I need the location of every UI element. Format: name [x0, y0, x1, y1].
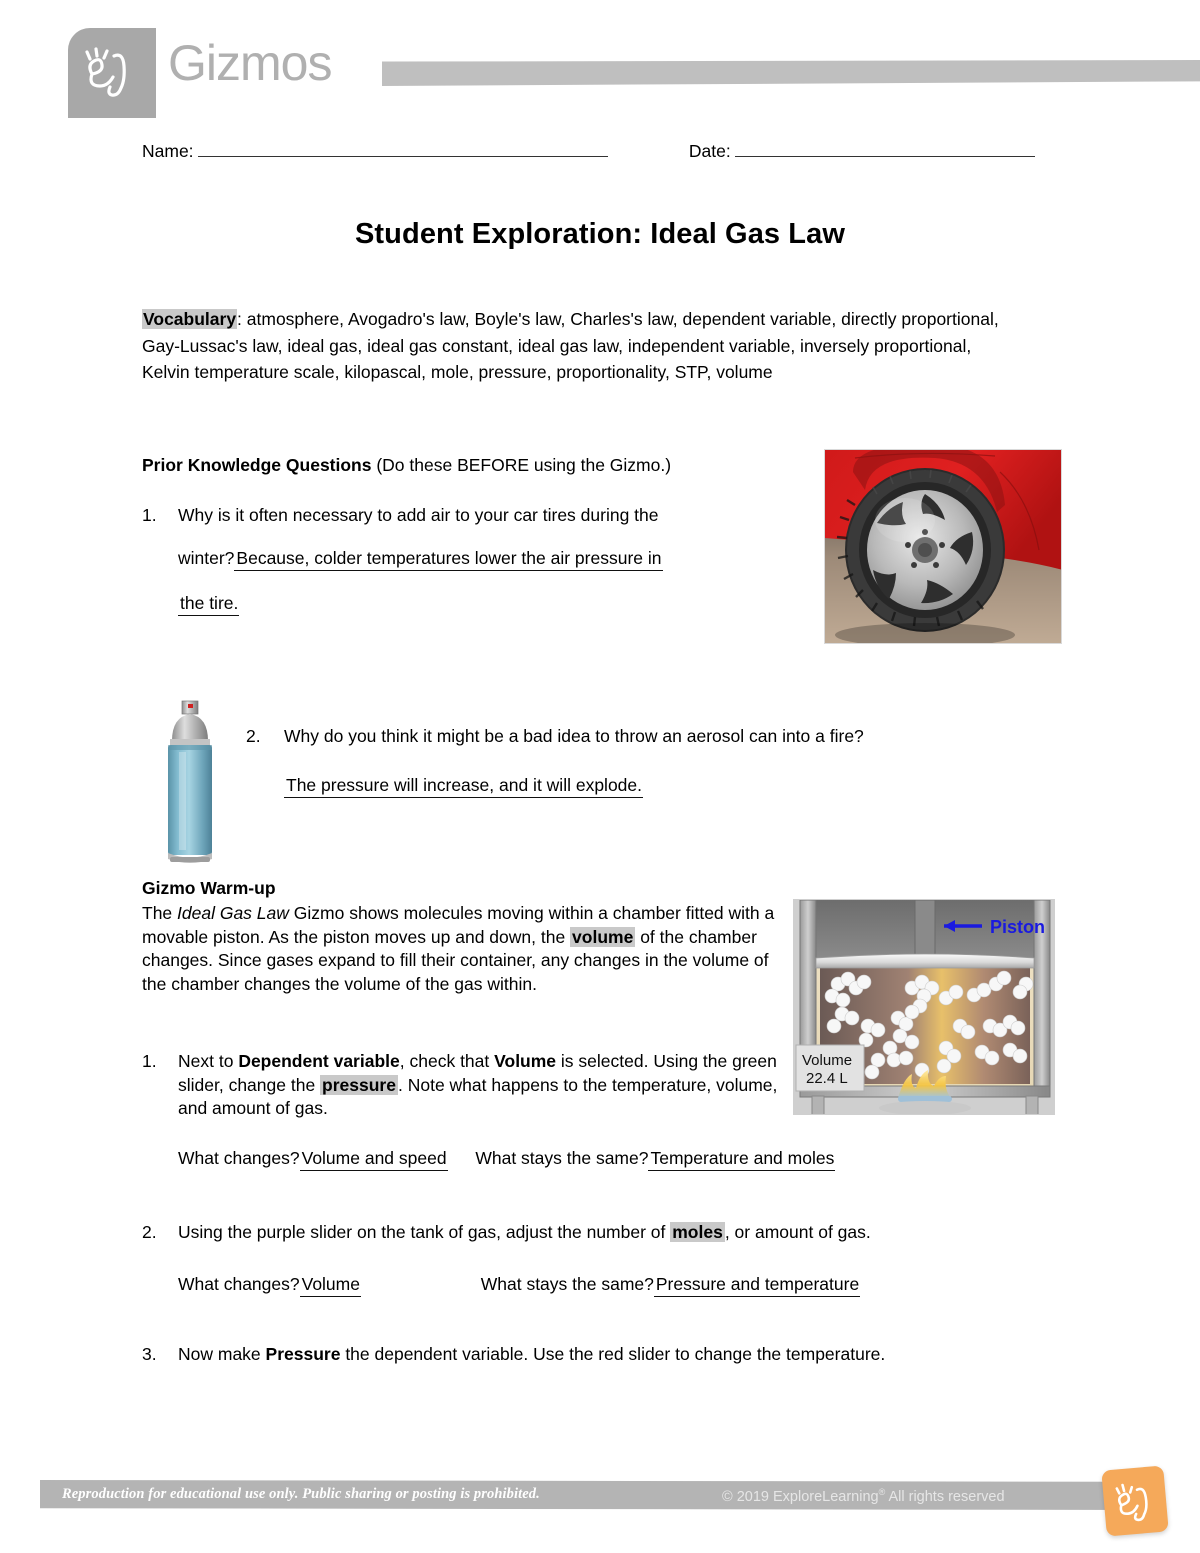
footer-registered-mark: ®: [878, 1487, 886, 1497]
q1-text: Why is it often necessary to add air to your car tires during the: [178, 505, 659, 525]
warmup-term-volume: volume: [572, 926, 634, 947]
volume-readout-value: 22.4 L: [806, 1070, 848, 1087]
prior-knowledge-question-2: [246, 726, 1036, 798]
w1-t4: . Note what happens to the temperature, volume, and amount of gas.: [178, 1074, 778, 1119]
w2-t2: , or amount of gas.: [724, 1222, 871, 1242]
w1-term-pressure: pressure: [322, 1074, 396, 1095]
w1-t1: Next to: [178, 1051, 239, 1071]
warmup-item-1-answers: [178, 1148, 1038, 1171]
q1-number: 1.: [142, 505, 157, 525]
header-accent-bar: [382, 60, 1200, 86]
aerosol-can-illustration: [146, 697, 234, 872]
page-header: [0, 0, 1200, 120]
name-date-row: [142, 140, 1072, 170]
w1-changes-answer[interactable]: Volume and speed: [300, 1148, 448, 1171]
warmup-text-1: The: [142, 903, 178, 923]
vocabulary-block: [142, 306, 1022, 386]
w1-same-label: What stays the same?: [475, 1148, 649, 1168]
brand-name: Gizmos: [168, 35, 332, 91]
prior-knowledge-heading-bold: Prior Knowledge Questions: [142, 455, 372, 475]
gizmo-warmup-paragraph: [142, 902, 782, 996]
footer-copyright: [722, 1487, 1005, 1505]
w3-b1: Pressure: [265, 1344, 341, 1364]
vocabulary-label: Vocabulary: [143, 309, 237, 329]
warmup-item-1: [142, 1050, 782, 1121]
piston-label: Piston: [990, 917, 1046, 937]
prior-knowledge-heading-rest: (Do these BEFORE using the Gizmo.): [371, 455, 672, 475]
w1-changes-label: What changes?: [178, 1148, 300, 1168]
footer-el-logo: [1101, 1465, 1169, 1536]
date-input-line[interactable]: [735, 140, 1035, 157]
prior-knowledge-heading: [142, 452, 842, 478]
w2-changes-answer[interactable]: Volume: [300, 1274, 361, 1297]
q1-line2-prompt: winter?: [178, 548, 235, 568]
w2-same-label: What stays the same?: [480, 1274, 654, 1294]
vocabulary-terms: : atmosphere, Avogadro's law, Boyle's law, Charles's law, dependent variable, directly proportional, Gay-Lussac's law, ideal gas, ideal gas constant, ideal gas law, independent variable, inversely proportional, Kelvin temperature scale, kilopascal, mole, pressure, proportionality, STP, volume: [142, 309, 999, 383]
q1-answer-line-2[interactable]: the tire.: [178, 593, 239, 616]
gizmo-warmup-heading: Gizmo Warm-up: [142, 878, 276, 898]
w3-t1: Now make: [178, 1344, 266, 1364]
w1-t3: is selected. Using the green slider, change the: [178, 1051, 777, 1095]
w2-t1: Using the purple slider on the tank of gas, adjust the number of: [178, 1222, 671, 1242]
warmup-item-2: [142, 1222, 1062, 1243]
warmup-text-3: of the chamber changes. Since gases expand to fill their container, any changes in the volume of the chamber changes the volume of the gas within.: [142, 926, 769, 994]
q1-answer-line-1[interactable]: Because, colder temperatures lower the air pressure in: [234, 548, 662, 571]
car-tire-photo: [824, 449, 1062, 644]
el-monogram-icon: [1101, 1465, 1169, 1536]
footer-reproduction-notice: Reproduction for educational use only. Public sharing or posting is prohibited.: [62, 1486, 540, 1502]
w2-changes-label: What changes?: [178, 1274, 300, 1294]
el-monogram-icon: [68, 28, 156, 118]
warmup-gizmo-name: Ideal Gas Law: [177, 903, 289, 923]
w2-same-answer[interactable]: Pressure and temperature: [654, 1274, 860, 1297]
footer-copyright-post: All rights reserved: [885, 1488, 1005, 1505]
warmup-item-1-number: 1.: [142, 1051, 157, 1071]
name-input-line[interactable]: [198, 140, 608, 157]
w1-t2: , check that: [399, 1051, 495, 1071]
volume-readout-label: Volume: [802, 1052, 853, 1069]
warmup-item-2-number: 2.: [142, 1222, 157, 1242]
w1-b2: Volume: [494, 1051, 557, 1071]
w3-t2: the dependent variable. Use the red slider to change the temperature.: [340, 1344, 886, 1364]
warmup-item-2-answers: [178, 1274, 1038, 1297]
gizmo-chamber-screenshot: [793, 899, 1055, 1115]
name-label: Name:: [142, 141, 194, 161]
warmup-item-3-number: 3.: [142, 1344, 157, 1364]
w1-b1: Dependent variable: [238, 1051, 400, 1071]
page-title: Student Exploration: Ideal Gas Law: [354, 218, 846, 250]
gizmos-logo-tile: [68, 28, 156, 118]
w2-term-moles: moles: [672, 1222, 723, 1242]
q2-text: Why do you think it might be a bad idea to throw an aerosol can into a fire?: [284, 726, 864, 746]
w1-same-answer[interactable]: Temperature and moles: [648, 1148, 835, 1171]
prior-knowledge-question-1: [142, 505, 822, 616]
q2-answer-line[interactable]: The pressure will increase, and it will explode.: [284, 775, 643, 798]
warmup-item-3: [142, 1344, 1072, 1365]
q2-number: 2.: [246, 726, 261, 746]
footer-copyright-pre: © 2019 ExploreLearning: [722, 1488, 879, 1505]
warmup-text-2: Gizmo shows molecules moving within a chamber fitted with a movable piston. As the piston moves up and down, the: [142, 903, 775, 947]
date-label: Date:: [688, 141, 731, 161]
